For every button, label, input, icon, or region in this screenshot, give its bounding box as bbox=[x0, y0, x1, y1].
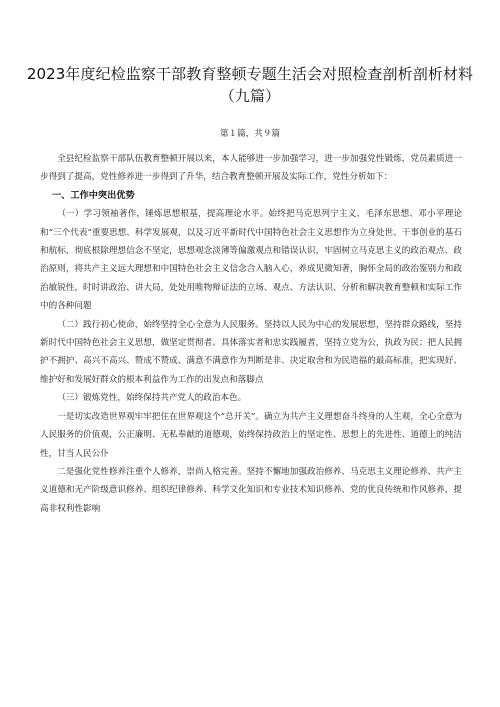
page-indicator: 第１篇，共９篇 bbox=[219, 129, 281, 139]
section-heading: 一、工作中突出优势 bbox=[51, 189, 135, 201]
body-paragraph: 二是强化党性修养注重个人修养，崇尚人格完善。坚持不懈地加强政治修养、马克思主义理论修养、共产主义道德和无产阶级意识修养、组织纪律修养、科学文化知识和专业技术知识修养、党的优良传统和作风修养，提高非权利性影响 bbox=[40, 466, 462, 514]
intro-paragraph: 全县纪检监察干部队伍教育整顿开展以来，本人能够进一步加强学习，进一步加强党性锻炼，党员素质进一步得到了提高，党性修养进一步得到了升华，结合教育整顿开展及实际工作，党性分析如下： bbox=[40, 154, 462, 183]
body-paragraph: （三）锻炼党性，始终保持共产党人的政治本色。 bbox=[57, 393, 247, 404]
body-paragraph: 一是切实改造世界观牢牢把住在世界观这个”总开关”。确立为共产主义理想奋斗终身的人生观，全心全意为人民服务的价值观，公正廉明、无私奉献的道德观，始终保持政治上的坚定性、思想上的先进性、道德上的纯洁性，甘当人民公仆 bbox=[40, 411, 462, 459]
body-paragraph: （一）学习领袖著作，锤炼思想根基，提高理论水平。始终把马克思列宁主义、毛泽东思想、邓小平理论和“三个代表”重要思想、科学发展观，以及习近平新时代中国特色社会主义思想作为立身处世、干事创业的基石和航标，彻底根除理想信念不坚定，思想观念淡薄等偏激观点和错误认识，牢固树立马克思主义的政治观点、政治原则，将共产主义远大理想和中国特色社会主义信念合入脑入心，养成见微知著，胸怀全局的政治鉴别力和政治敏锐性，时时讲政治、讲大局，处处用唯物辩证法的立场、观点、方法认识、分析和解决教育整顿和实际工作中的各种问题 bbox=[40, 209, 462, 312]
document-body bbox=[40, 150, 462, 518]
document-title: 2023年度纪检监察干部教育整顿专题生活会对照检查剖析剖析材料（九篇） bbox=[26, 65, 474, 105]
body-paragraph: （二）践行初心使命，始终坚持全心全意为人民服务。坚持以人民为中心的发展思想，坚持群众路线，坚持新时代中国特色社会主义思想，做坚定贯彻者、具体落实者和忠实践履者，坚持立党为公，执政为民；把人民拥护不拥护、高兴不高兴、赞成不赞成、满意不满意作为判断是非、决定取舍和为民造福的最高标准，把实现好、维护好和发展好群众的根本利益作为工作的出发点和落脚点 bbox=[40, 319, 462, 385]
